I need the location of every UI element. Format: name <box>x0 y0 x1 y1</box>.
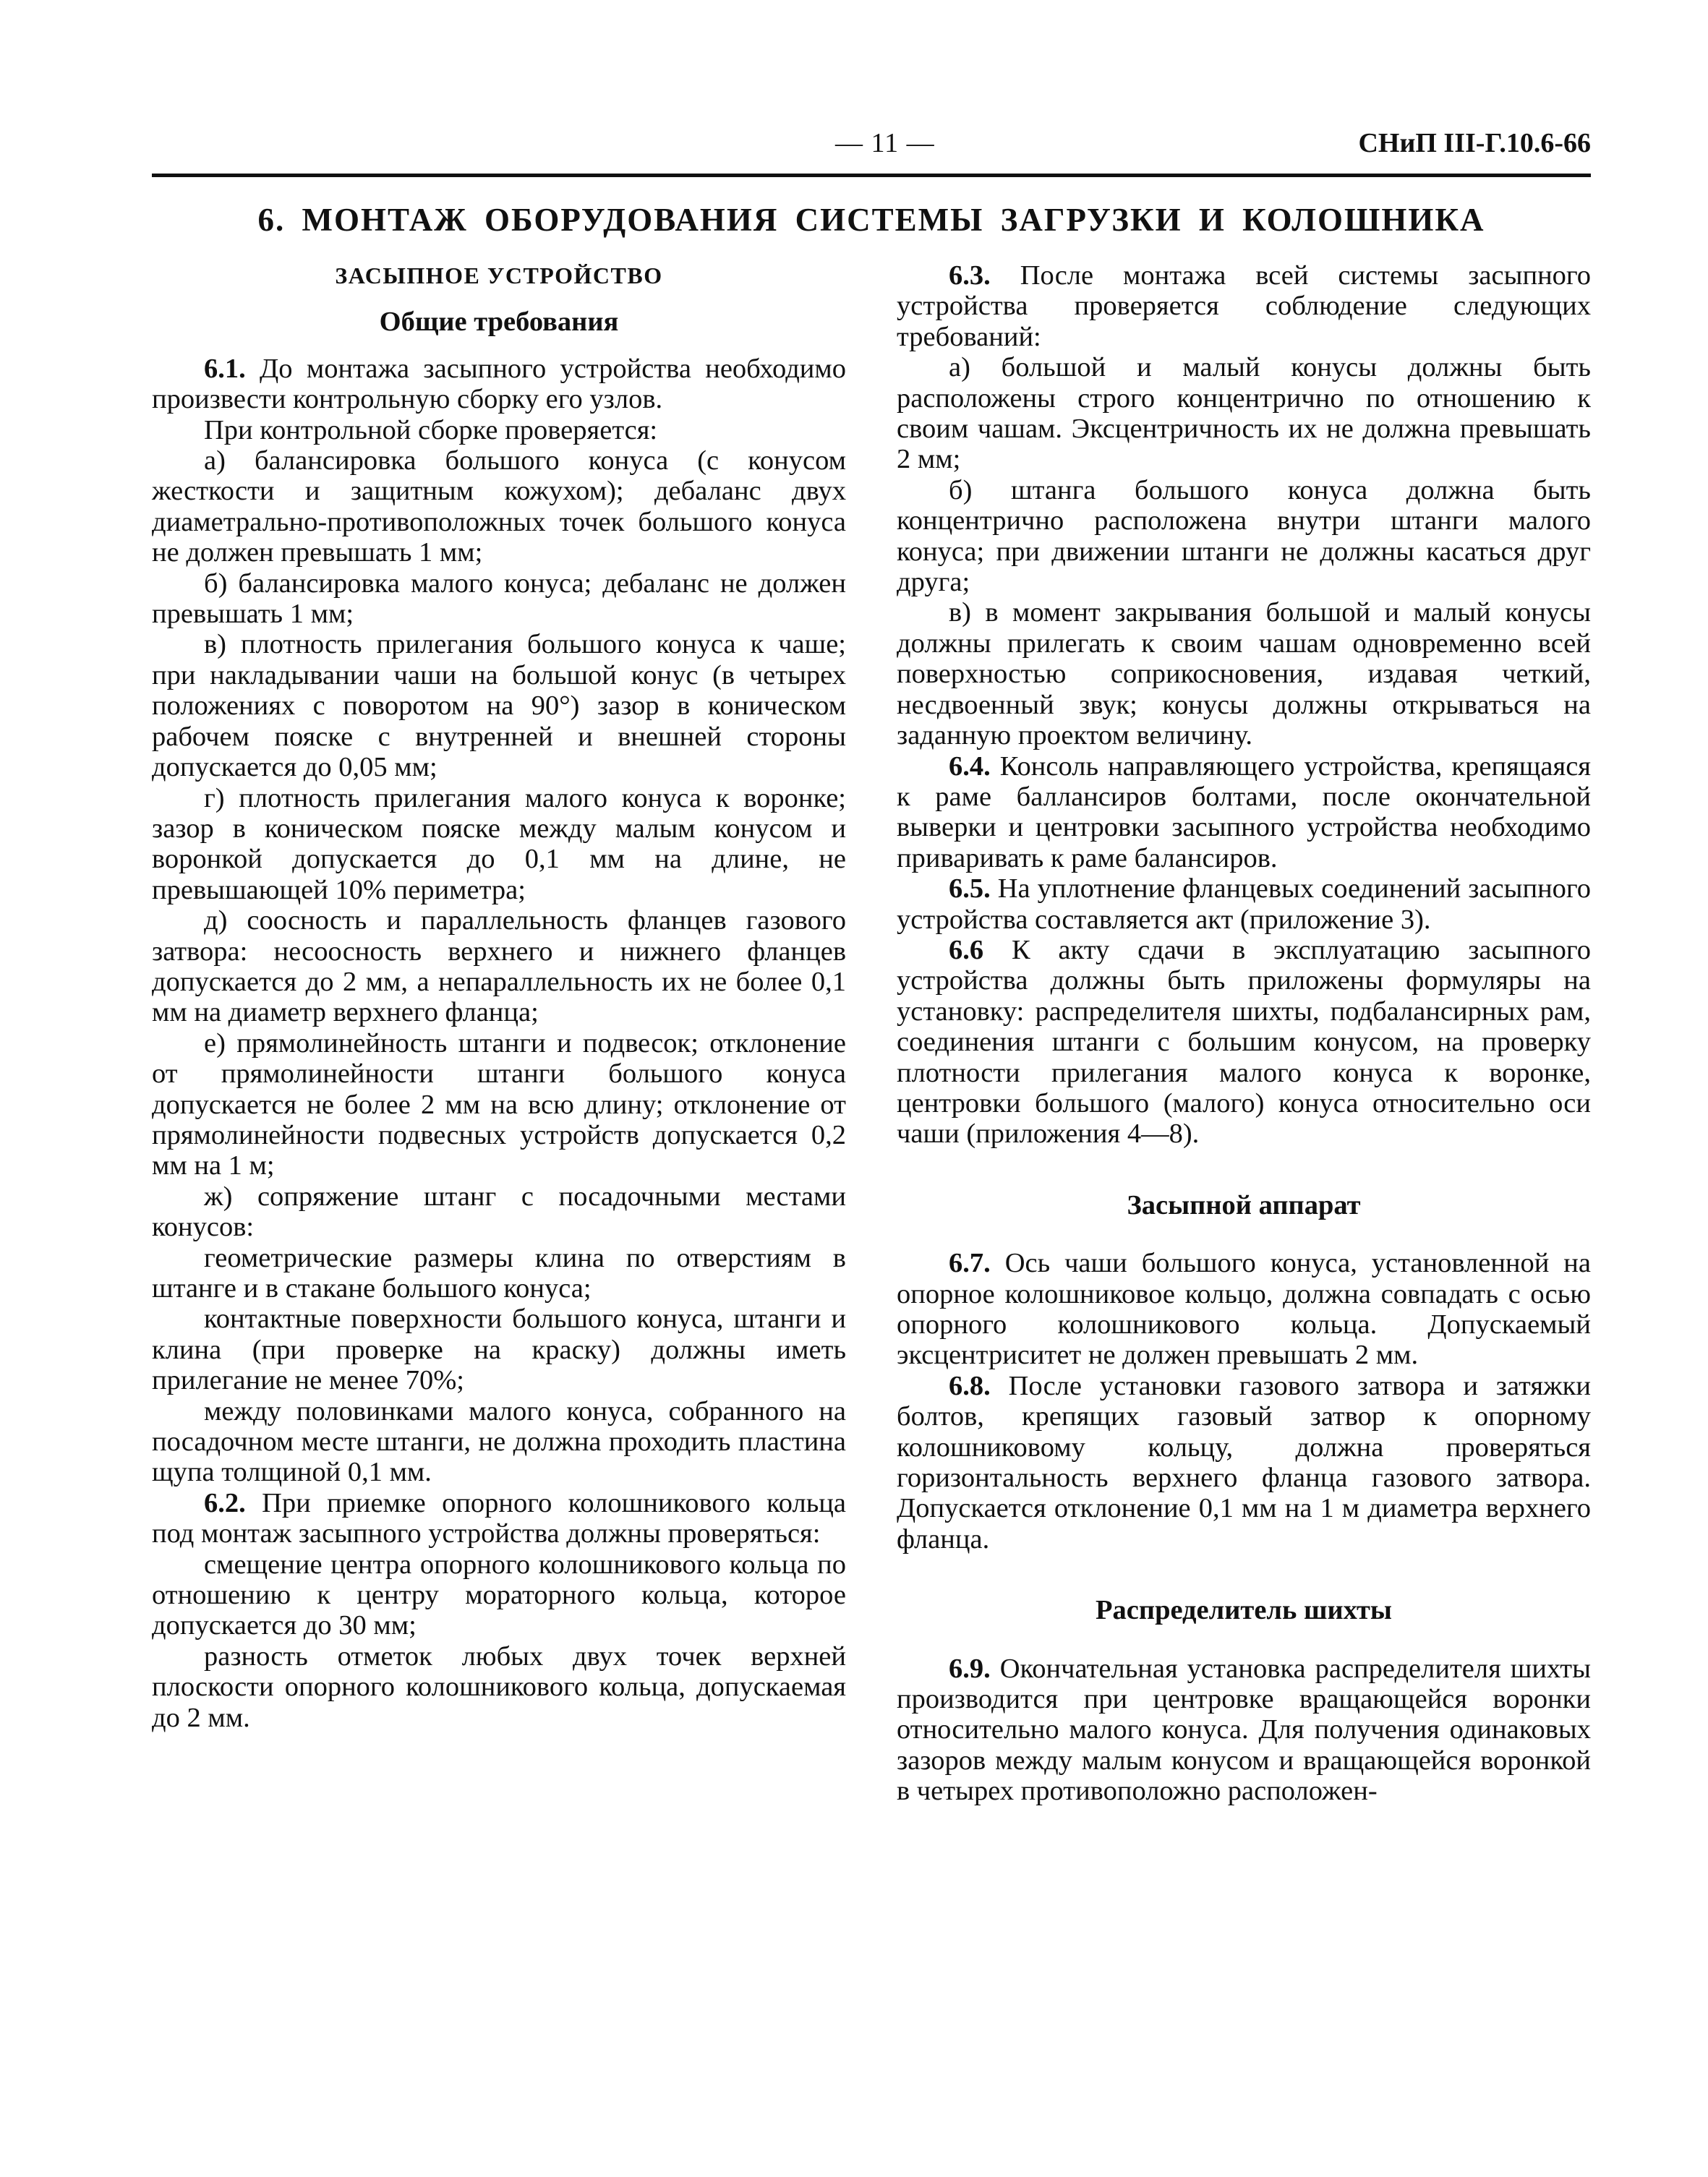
clause-number: 6.7. <box>949 1248 991 1279</box>
clause-6-1-zh-1: геометрические размеры клина по отверстиям в штанге и в стакане большого конуса; <box>152 1242 846 1304</box>
clause-6-2: 6.2. При приемке опорного колошникового кольца под монтаж засыпного устройства должны проверяться: <box>152 1487 846 1549</box>
clause-6-1-a: а) балансировка большого конуса (с конусом жесткости и защитным кожухом); дебаланс двух диаметрально-противоположных точек большого конуса не должен превышать 1 мм; <box>152 445 846 568</box>
clause-6-3-b: б) штанга большого конуса должна быть концентрично расположена внутри штанги малого конуса; при движении штанги не должны касаться друг друга; <box>897 474 1591 598</box>
clause-number: 6.4. <box>949 750 991 782</box>
clause-6-5: 6.5. На уплотнение фланцевых соединений засыпного устройства составляется акт (приложение 3). <box>897 873 1592 935</box>
clause-6-7: 6.7. Ось чаши большого конуса, установленной на опорное колошниковое кольцо, должна совпадать с осью опорного колошникового кольца. Допускаемый эксцентриситет не должен превышать 2 мм. <box>897 1248 1592 1371</box>
left-column <box>152 260 846 1733</box>
clause-6-4: 6.4. Консоль направляющего устройства, крепящаяся к раме баллансиров болтами, после окончательной выверки и центровки засыпного устройства необходимо приваривать к раме балансиров. <box>897 750 1592 873</box>
chapter-title: 6. МОНТАЖ ОБОРУДОВАНИЯ СИСТЕМЫ ЗАГРУЗКИ И КОЛОШНИКА <box>257 202 1485 238</box>
clause-number: 6.6 <box>949 934 984 965</box>
clause-6-1-e: е) прямолинейность штанги и подвесок; отклонение от прямолинейности штанги большого конуса допускается не более 2 мм на всю длину; отклонение от прямолинейности подвесных устройств допускается 0,2 мм на 1 м; <box>152 1027 846 1181</box>
right-column <box>897 260 1591 1807</box>
subsection-heading-apparat: Засыпной аппарат <box>1127 1189 1361 1220</box>
clause-6-1-d: д) соосность и параллельность фланцев газового затвора: несоосность верхнего и нижнего фланцев допускается до 2 мм, а непараллельность их не более 0,1 мм на диаметр верхнего фланца; <box>152 905 846 1028</box>
clause-6-1-g: г) плотность прилегания малого конуса к воронке; зазор в коническом пояске между малым конусом и воронкой допускается до 0,1 мм на длине, не превышающей 10% периметра; <box>152 782 846 905</box>
clause-6-3: 6.3. После монтажа всей системы засыпного устройства проверяется соблюдение следующих требований: <box>897 260 1592 352</box>
clause-number: 6.5. <box>949 873 991 904</box>
subsection-heading-raspredelitel: Распределитель шихты <box>1096 1595 1392 1626</box>
clause-6-1-zh-2: контактные поверхности большого конуса, штанги и клина (при проверке на краску) должны иметь прилегание не менее 70%; <box>152 1304 846 1396</box>
clause-number: 6.3. <box>949 260 991 291</box>
clause-6-2-1: смещение центра опорного колошникового кольца по отношению к центру мораторного кольца, которое допускается до 30 мм; <box>152 1549 846 1641</box>
clause-6-3-a: а) большой и малый конусы должны быть расположены строго концентрично по отношению к своим чашам. Эксцентричность их не должна превышать 2 мм; <box>897 352 1591 475</box>
page-number: — 11 — <box>835 128 935 158</box>
clause-number: 6.9. <box>949 1653 991 1684</box>
clause-6-1: 6.1. До монтажа засыпного устройства необходимо произвести контрольную сборку его узлов. <box>152 353 847 415</box>
clause-number: 6.2. <box>204 1487 246 1518</box>
clause-6-1-b: б) балансировка малого конуса; дебаланс не должен превышать 1 мм; <box>152 568 846 630</box>
clause-6-6: 6.6 К акту сдачи в эксплуатацию засыпного устройства должны быть приложены формуляры на установку: распределителя шихты, подбалансирных рам, соединения штанги с большим конусом, на проверку плотности прилегания малого конуса к воронке, центровки большого (малого) конуса относительно оси чаши (приложения 4—8). <box>897 934 1591 1150</box>
clause-6-9: 6.9. Окончательная установка распределителя шихты производится при центровке вращающейся воронки относительно малого конуса. Для получения одинаковых зазоров между малым конусом и вращающейся воронкой в четырех противоположно расположен- <box>897 1653 1592 1807</box>
clause-number: 6.1. <box>204 353 246 384</box>
clause-6-1-intro: При контрольной сборке проверяется: <box>204 414 658 445</box>
clause-6-8: 6.8. После установки газового затвора и затяжки болтов, крепящих газовый затвор к опорному колошниковому кольцу, должна проверяться горизонтальность верхнего фланца газового затвора. Допускается отклонение 0,1 мм на 1 м диаметра верхнего фланца. <box>897 1370 1591 1554</box>
section-heading: ЗАСЫПНОЕ УСТРОЙСТВО <box>335 262 663 288</box>
clause-number: 6.8. <box>949 1370 991 1401</box>
subsection-heading: Общие требования <box>379 307 619 338</box>
clause-6-2-2: разность отметок любых двух точек верхней плоскости опорного колошникового кольца, допускаемая до 2 мм. <box>152 1641 846 1733</box>
clause-6-3-v: в) в момент закрывания большой и малый конусы должны прилегать к своим чашам одновременно всей поверхностью соприкосновения, издавая четкий, несдвоенный звук; конусы должны открываться на заданную проектом величину. <box>897 597 1591 751</box>
clause-6-1-zh-3: между половинками малого конуса, собранного на посадочном месте штанги, не должна проходить пластина щупа толщиной 0,1 мм. <box>152 1395 846 1488</box>
clause-6-1-v: в) плотность прилегания большого конуса к чаше; при накладывании чаши на большой конус (в четырех положениях с поворотом на 90°) зазор в коническом рабочем пояске с внутренней и внешней стороны допускается до 0,05 мм; <box>152 629 846 783</box>
header-rule <box>152 174 1591 177</box>
clause-6-1-zh: ж) сопряжение штанг с посадочными местами конусов: <box>152 1181 846 1243</box>
document-code: СНиП III-Г.10.6-66 <box>1358 128 1591 158</box>
page-header <box>152 121 1591 169</box>
